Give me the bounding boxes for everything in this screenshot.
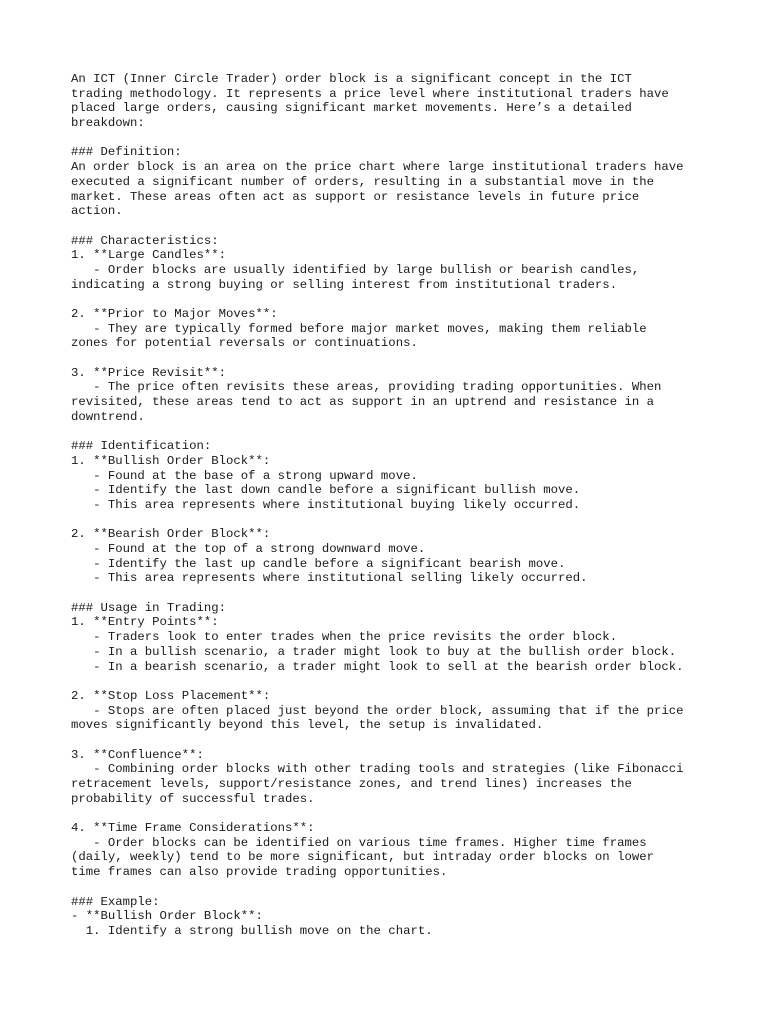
list-item-heading: 2. **Bearish Order Block**: (71, 527, 271, 542)
blank-line (71, 131, 761, 146)
section-heading: ### Characteristics: (71, 233, 219, 248)
list-item-heading: 4. **Time Frame Considerations**: (71, 821, 315, 836)
list-item-heading: 2. **Prior to Major Moves**: (71, 307, 278, 321)
section-heading: ### Definition: (71, 145, 182, 160)
text-line: time frames can also provide trading opportunities. (71, 865, 448, 880)
list-bullet: - Order blocks can be identified on various time frames. Higher time frames (71, 835, 647, 850)
list-item-heading: 2. **Stop Loss Placement**: (71, 688, 271, 703)
list-bullet: - They are typically formed before major market moves, making them reliable (71, 321, 647, 336)
blank-line (71, 806, 761, 821)
section-heading: ### Example: (71, 894, 160, 909)
text-line: downtrend. (71, 409, 145, 424)
text-line: trading methodology. It represents a price level where institutional traders have (71, 86, 669, 101)
blank-line (71, 425, 761, 440)
text-line: probability of successful trades. (71, 791, 315, 806)
list-bullet: 1. Identify a strong bullish move on the chart. (71, 923, 433, 938)
list-bullet: - Traders look to enter trades when the price revisits the order block. (71, 630, 618, 645)
text-line: retracement levels, support/resistance zones, and trend lines) increases the (71, 777, 632, 791)
section-heading: ### Usage in Trading: (71, 600, 226, 615)
list-item-heading: - **Bullish Order Block**: (71, 909, 263, 924)
text-line: (daily, weekly) tend to be more significant, but intraday order blocks on lower (71, 850, 654, 865)
blank-line (71, 880, 761, 895)
text-line: revisited, these areas tend to act as support in an uptrend and resistance in a (71, 395, 654, 410)
list-item-heading: 3. **Confluence**: (71, 747, 204, 762)
text-line: zones for potential reversals or continuations. (71, 336, 418, 351)
blank-line (71, 351, 761, 366)
blank-line (71, 586, 761, 601)
list-bullet: - Stops are often placed just beyond the order block, assuming that if the price (71, 703, 684, 718)
list-item-heading: 1. **Large Candles**: (71, 248, 226, 263)
list-bullet: - Combining order blocks with other trading tools and strategies (like Fibonacci (71, 762, 684, 777)
text-line: indicating a strong buying or selling interest from institutional traders. (71, 277, 618, 292)
text-line: placed large orders, causing significant market movements. Here’s a detailed (71, 101, 632, 116)
list-item-heading: 1. **Entry Points**: (71, 615, 219, 630)
blank-line (71, 733, 761, 748)
text-line: executed a significant number of orders, resulting in a substantial move in the (71, 174, 654, 189)
list-item-heading: 3. **Price Revisit**: (71, 365, 226, 380)
list-bullet: - Identify the last down candle before a significant bullish move. (71, 483, 581, 498)
text-line: An ICT (Inner Circle Trader) order block is a significant concept in the ICT (71, 72, 632, 86)
list-bullet: - Found at the base of a strong upward move. (71, 468, 418, 483)
text-line: moves significantly beyond this level, the setup is invalidated. (71, 718, 544, 733)
list-bullet: - Found at the top of a strong downward move. (71, 542, 426, 556)
list-bullet: - Identify the last up candle before a significant bearish move. (71, 556, 566, 571)
text-line: breakdown: (71, 116, 145, 131)
list-item-heading: 1. **Bullish Order Block**: (71, 453, 271, 468)
text-line: action. (71, 204, 123, 219)
list-bullet: - The price often revisits these areas, providing trading opportunities. When (71, 380, 662, 395)
text-line: market. These areas often act as support or resistance levels in future price (71, 189, 640, 204)
list-bullet: - This area represents where institutional selling likely occurred. (71, 571, 588, 586)
text-line: An order block is an area on the price chart where large institutional traders have (71, 160, 684, 175)
list-bullet: - Order blocks are usually identified by large bullish or bearish candles, (71, 262, 640, 277)
list-bullet: - This area represents where institutional buying likely occurred. (71, 497, 581, 512)
blank-line (71, 674, 761, 689)
blank-line (71, 219, 761, 234)
blank-line (71, 292, 761, 307)
list-bullet: - In a bearish scenario, a trader might look to sell at the bearish order block. (71, 659, 684, 674)
section-heading: ### Identification: (71, 439, 212, 454)
list-bullet: - In a bullish scenario, a trader might look to buy at the bullish order block. (71, 644, 677, 659)
blank-line (71, 513, 761, 528)
document-body (71, 72, 761, 939)
